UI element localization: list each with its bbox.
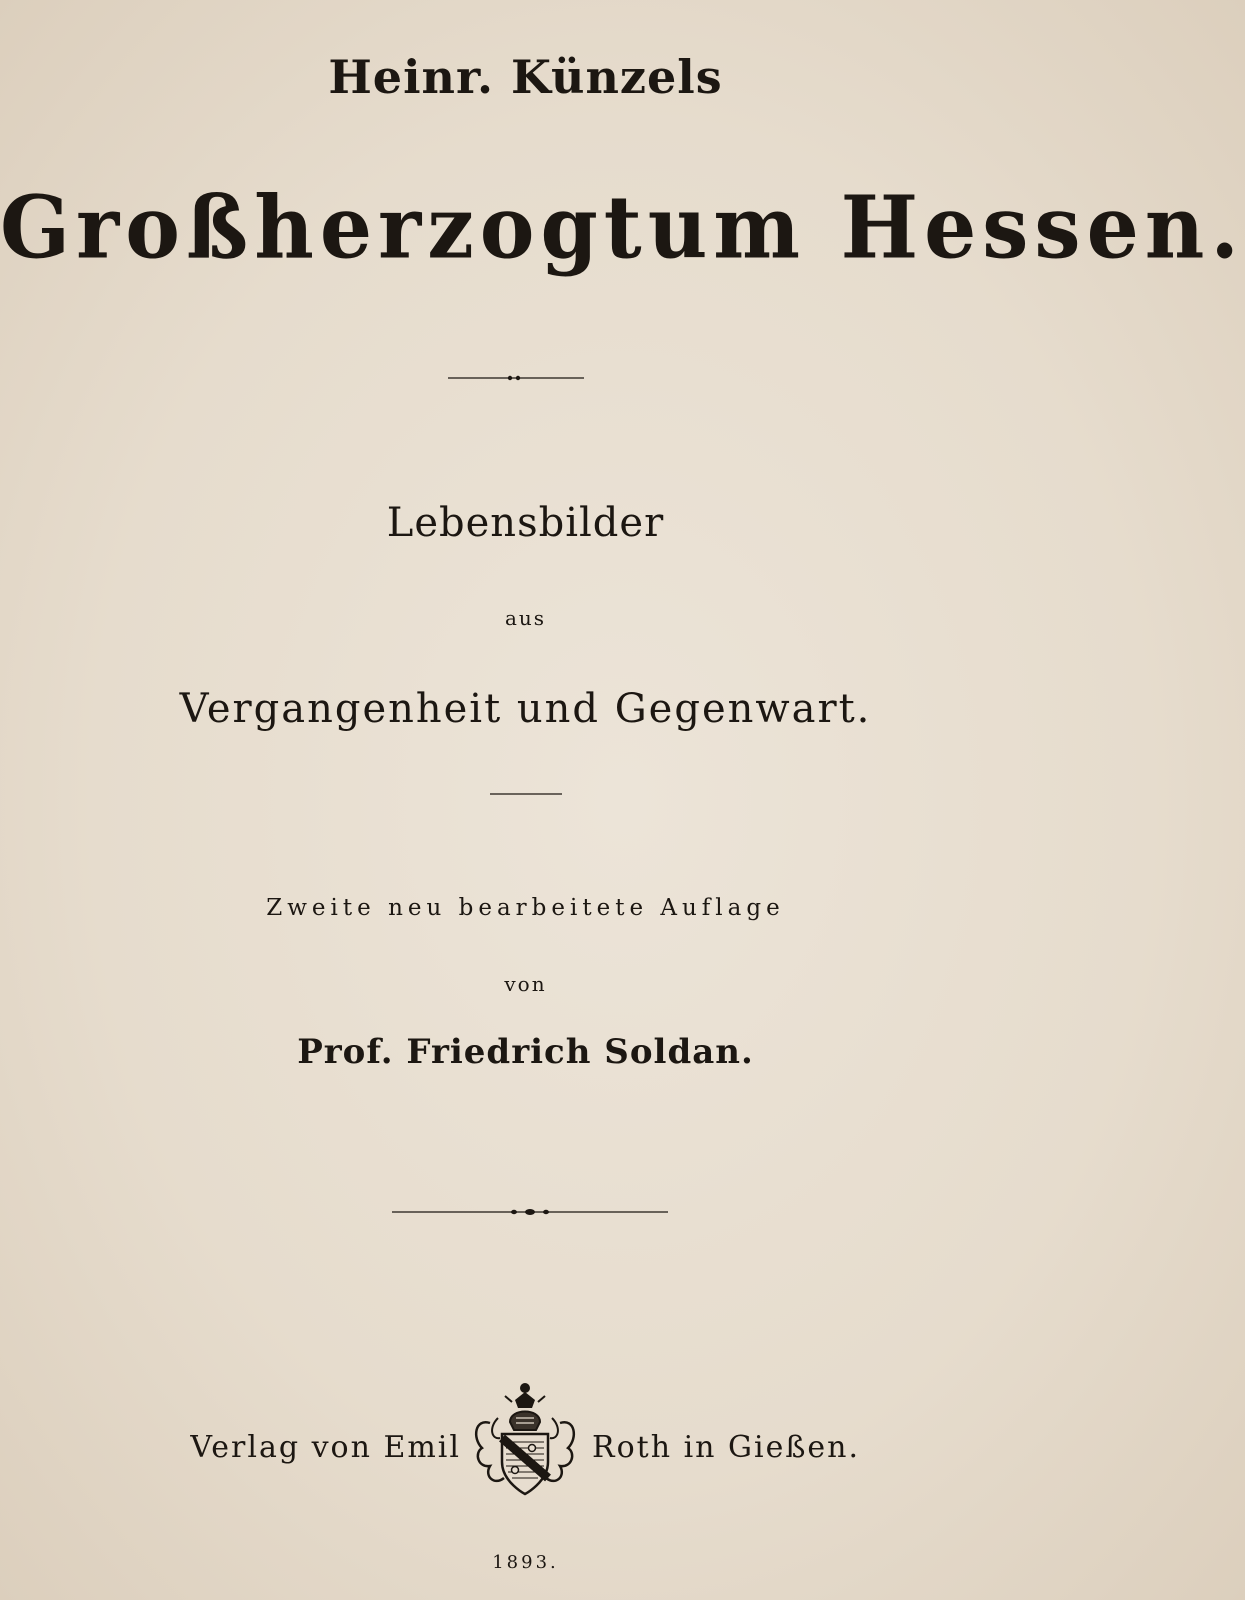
word-aus: aus <box>504 606 547 630</box>
author-line: Heinr. Künzels <box>328 50 723 104</box>
book-title: Großherzogtum Hessen. <box>0 177 1245 279</box>
publisher-text-left: Verlag von Emil <box>190 1430 461 1465</box>
publication-year: 1893. <box>492 1552 559 1573</box>
word-von: von <box>504 972 547 996</box>
ornamental-rule-top <box>448 372 584 384</box>
subtitle-vergangenheit: Vergangenheit und Gegenwart. <box>179 686 872 732</box>
publisher-line <box>0 1418 1051 1518</box>
rule-middle <box>490 792 562 796</box>
ornamental-rule-bottom <box>392 1206 668 1218</box>
publisher-text-right: Roth in Gießen. <box>592 1430 860 1465</box>
editor-name: Prof. Friedrich Soldan. <box>297 1032 754 1072</box>
publisher-coat-of-arms-icon <box>470 1378 580 1503</box>
edition-line: Zweite neu bearbeitete Auflage <box>266 895 785 921</box>
subtitle-lebensbilder: Lebensbilder <box>386 500 665 546</box>
